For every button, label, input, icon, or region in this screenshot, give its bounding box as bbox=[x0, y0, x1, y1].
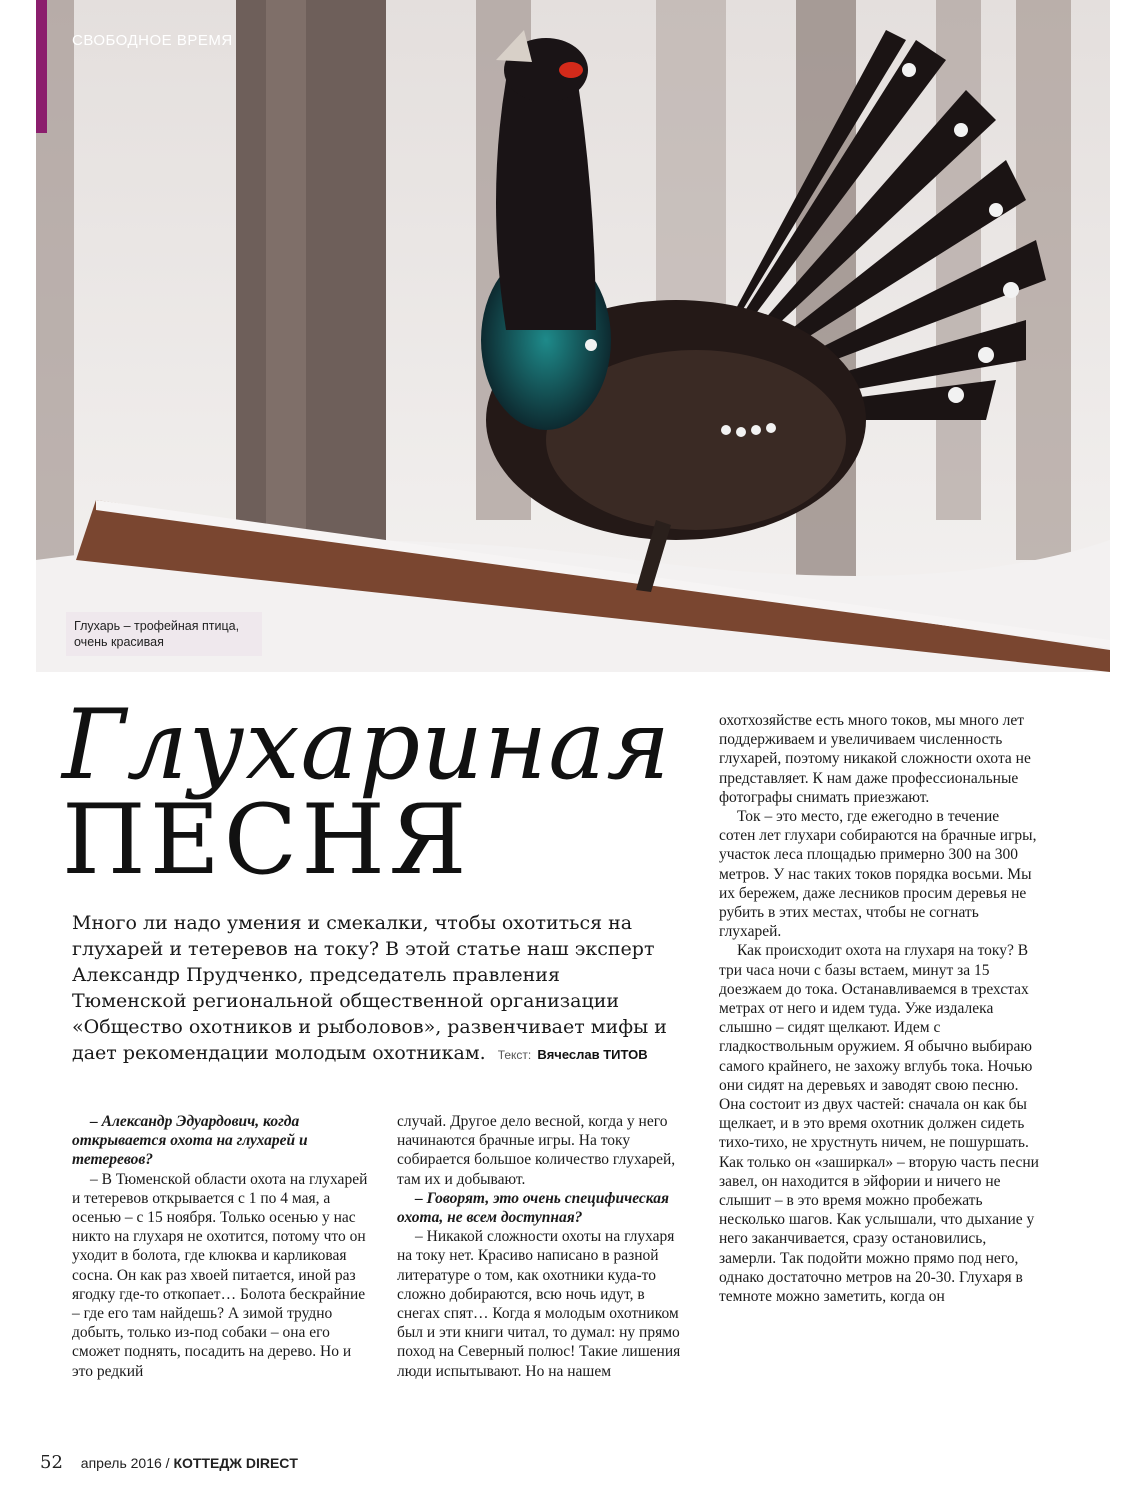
answer-paragraph: – Никакой сложности охоты на глухаря на току нет. Красиво написано в разной литературе о том, как охотники куда-то сложно добираются, всю ночь идут, в снегах спят… Когда я молодым охотником был и эти книги читал, то думал: ну прямо поход на Северный полюс! Такие лишения люди испытывают. Но на нашем bbox=[397, 1228, 681, 1380]
article-column-3 bbox=[719, 711, 1039, 1306]
page-footer bbox=[40, 1452, 298, 1473]
question-paragraph: – Александр Эдуардович, когда открывается охота на глухарей и тетеревов? bbox=[72, 1113, 308, 1169]
body-paragraph: случай. Другое дело весной, когда у него начинаются брачные игры. На току собирается большое количество глухарей, там их и добывают. bbox=[397, 1113, 676, 1188]
photo-caption: Глухарь – трофейная птица, очень красивая bbox=[66, 612, 262, 656]
capercaillie-photo bbox=[36, 0, 1110, 672]
lead-text: Много ли надо умения и смекалки, чтобы охотиться на глухарей и тетеревов на току? В этой статье наш эксперт Александр Прудченко, председатель правления Тюменской региональной общественной организации «Общество охотников и рыболовов», развенчивает мифы и дает рекомендации молодым охотникам. bbox=[72, 912, 667, 1064]
section-label: СВОБОДНОЕ ВРЕМЯ bbox=[72, 32, 233, 49]
body-paragraph: Как происходит охота на глухаря на току? В три часа ночи с базы встаем, минут за 15 доезжаем до тока. Останавливаемся в трехстах метрах от него и идем туда. Уже издалека слышно – сидят щелкают. Идем с гладкоствольным оружием. Я обычно выбираю самого крайнего, не захожу вглубь тока. Ночью они сидят на деревьях и заводят свою песню. Она состоит из двух частей: сначала он как бы щелкает, и в это время охотник должен сидеть тихо-тихо, не хрустнуть ничем, не пошуршать. Как только он «заширкал» – вторую часть песни завел, он находится в эйфории и ничего не слышит – в это время можно пробежать несколько шагов. Как услышали, что дыхание у него заканчивается, сразу остановились, замерли. Так подойти можно прямо под него, однако достаточно метров на 20-30. Глухаря в темноте можно заметить, когда он bbox=[719, 942, 1039, 1306]
byline-label: Текст: bbox=[497, 1048, 532, 1062]
byline-name: Вячеслав ТИТОВ bbox=[537, 1047, 648, 1062]
body-paragraph: Ток – это место, где ежегодно в течение сотен лет глухари собираются на брачные игры, участок леса площадью примерно 300 на 300 метров. У нас таких токов порядка восьми. Мы их бережем, даже лесников просим деревья не рубить в этих местах, чтобы не согнать глухарей. bbox=[719, 808, 1037, 941]
lead-paragraph bbox=[72, 910, 672, 1068]
headline-line1: Глухариная bbox=[62, 689, 672, 801]
page-number: 52 bbox=[40, 1452, 63, 1473]
body-paragraph: охотхозяйстве есть много токов, мы много лет поддерживаем и увеличиваем численность глухарей, поэтому никакой сложности охота не представляет. К нам даже профессиональные фотографы снимать приезжают. bbox=[719, 712, 1031, 806]
issue-date: апрель 2016 / bbox=[80, 1455, 170, 1471]
section-accent-bar bbox=[36, 0, 47, 133]
hero-photo bbox=[36, 0, 1110, 672]
answer-paragraph: – В Тюменской области охота на глухарей и тетеревов открывается с 1 по 4 мая, а осенью – с 15 ноября. Только осенью у нас никто на глухаря не охотится, потому что он уходит в болота, где клюква и карликовая сосна. Он как раз хвоей питается, иной раз ягодку где-то откопает… Болота бескрайние – где его там найдешь? А зимой трудно добыть, только из-под собаки – она его сможет поднять, посадить на дерево. Но и это редкий bbox=[72, 1170, 368, 1380]
article-column-2 bbox=[397, 1112, 687, 1381]
article-column-1 bbox=[72, 1112, 372, 1381]
question-paragraph: – Говорят, это очень специфическая охота, не всем доступная? bbox=[397, 1189, 669, 1227]
headline-line2: ПЕСНЯ bbox=[62, 784, 471, 896]
magazine-name: КОТТЕДЖ DIRECT bbox=[173, 1455, 298, 1471]
